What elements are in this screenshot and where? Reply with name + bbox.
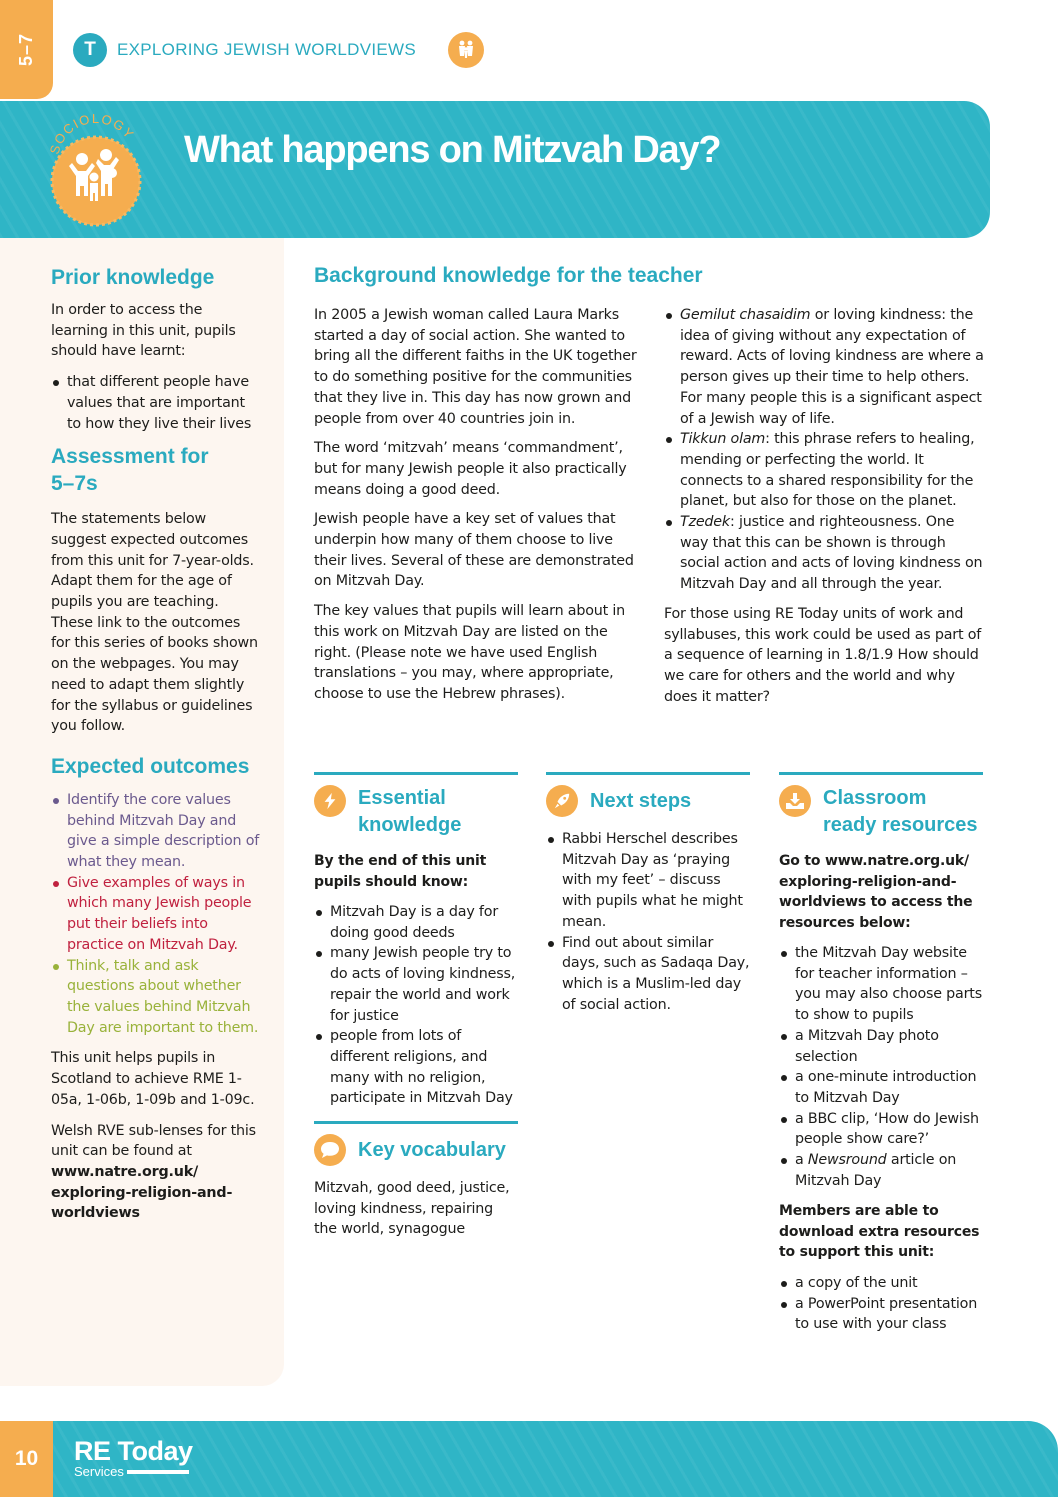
resource-item [779,1026,983,1067]
family-icon [448,32,484,68]
brand-main: RE Today [74,1436,193,1466]
divider [314,772,518,775]
natre-link[interactable]: www.natre.org.uk/ exploring-religion-and-worldviews [51,1163,233,1222]
expected-outcomes-heading: Expected outcomes [51,754,250,778]
resources-list [779,943,983,1191]
next-steps-box [546,772,750,1015]
age-range-tab [0,0,53,99]
rocket-icon [546,785,578,817]
resources-lead [779,851,983,933]
resource-text: a [795,1152,808,1169]
classroom-resources-title: Classroom ready resources [823,787,978,836]
key-value-item [664,512,984,595]
brand-sub: Services [74,1465,193,1478]
list-item: a PowerPoint presentation to use with your class [779,1294,983,1335]
list-item: Mitzvah Day is a day for doing good deeds [314,902,518,943]
background-column-left [314,305,639,705]
resource-item [779,1150,983,1191]
resource-text: a Mitzvah Day photo selection [795,1027,939,1065]
sidebar [0,238,284,1386]
prior-knowledge-list [51,372,261,434]
re-today-logo [74,1437,193,1478]
page-title: What happens on Mitzvah Day? [184,129,721,171]
age-range-label: 5–7 [15,32,36,67]
essential-knowledge-box [314,772,518,1240]
resource-emphasis: Newsround [807,1152,887,1169]
scotland-note: This unit helps pupils in Scotland to achieve RME 1-05a, 1-06b, 1-09b and 1-09c. [51,1050,255,1108]
classroom-resources-box [779,772,983,1335]
divider [314,1121,518,1124]
resource-text: article on Mitzvah Day [795,1152,957,1189]
list-item: many Jewish people try to do acts of loving kindness, repair the world and work for justice [314,943,518,1026]
resource-item [779,1067,983,1108]
background-paragraph: The key values that pupils will learn about in this work on Mitzvah Day are listed on the right. (Please note we have used English translations – you may, where appropriate, choose to use the Hebrew phrases). [314,603,626,702]
resource-item [779,1109,983,1150]
divider [779,772,983,775]
outcome-item: Think, talk and ask questions about whether the values behind Mitzvah Day are important to them. [51,956,261,1039]
speech-bubble-icon [314,1134,346,1166]
key-vocabulary-text: Mitzvah, good deed, justice, loving kindness, repairing the world, synagogue [314,1180,510,1238]
series-title: EXPLORING JEWISH WORLDVIEWS [117,40,417,59]
value-desc: : this phrase refers to healing, mending or perfecting the world. It connects to a shared responsibility for the planet, but also for those on the planet. [680,431,975,510]
assessment-heading: Assessment for 5–7s [51,445,209,496]
key-value-item [664,429,984,512]
essential-knowledge-title: Essential knowledge [358,787,462,836]
title-banner [0,101,990,238]
download-icon [779,785,811,817]
resource-item [779,943,983,1026]
list-item: Rabbi Herschel describes Mitzvah Day as ‘praying with my feet’ – discuss with pupils what he might mean. [546,829,750,933]
lead-text: Go to [779,853,825,869]
assessment-text: The statements below suggest expected outcomes from this unit for 7-year-olds. Adapt them for the age of pupils you are teaching. These link to the outcomes for this series of books shown on the webpages. You may need to adapt them slightly for the syllabus or guidelines you follow. [51,511,258,735]
key-values-list [664,305,984,595]
background-paragraph: In 2005 a Jewish woman called Laura Marks started a day of social action. She wanted to bring all the different faiths in the UK together to do something positive for the communities that they live in. This day has now grown and people from over 40 countries join in. [314,307,637,427]
resource-text: a BBC clip, ‘How do Jewish people show care?’ [795,1110,979,1148]
list-item: a copy of the unit [779,1273,983,1294]
next-steps-list [546,829,750,1015]
value-term: Gemilut chasaidim [680,307,811,323]
members-lead: Members are able to download extra resources to support this unit: [779,1203,980,1261]
background-paragraph: The word ‘mitzvah’ means ‘commandment’, but for many Jewish people it also practically means doing a good deed. [314,440,627,498]
natre-link[interactable]: www.natre.org.uk/ exploring-religion-and-worldviews [779,853,969,910]
next-steps-title: Next steps [590,789,692,812]
value-term: Tikkun olam [680,431,766,448]
outcome-item: Identify the core values behind Mitzvah Day and give a simple description of what they mean. [51,790,261,873]
divider [546,772,750,775]
page-number: 10 [0,1421,53,1497]
background-column-right [664,305,984,707]
resource-text: the Mitzvah Day website for teacher information – you may also choose parts to show to pupils [795,945,982,1024]
svg-text:SOCIOLOGY: SOCIOLOGY [46,111,138,156]
key-value-item [664,305,984,429]
essential-list [314,902,518,1109]
wales-note [51,1121,261,1225]
sociology-lens-badge [46,111,146,231]
background-heading: Background knowledge for the teacher [314,264,703,287]
list-item: that different people have values that are important to how they live their lives [51,372,261,434]
expected-outcomes-list [51,790,261,1038]
value-desc: or loving kindness: the idea of giving without any expectation of reward. Acts of loving kindness are where a person gives up their time to help others. For many people this is a significant aspect of a Jewish way of life. [680,307,984,427]
outcome-item: Give examples of ways in which many Jewish people put their beliefs into practice on Mitzvah Day. [51,873,261,956]
prior-knowledge-heading: Prior knowledge [51,266,215,289]
value-term: Tzedek [680,514,730,531]
members-list [779,1273,983,1335]
teacher-badge: T [73,33,107,67]
lightning-icon [314,785,346,817]
list-item: Find out about similar days, such as Sadaqa Day, which is a Muslim-led day of social action. [546,933,750,1016]
background-paragraph: Jewish people have a key set of values that underpin how many of them choose to live their lives. Several of these are demonstrated on Mitzvah Day. [314,511,634,590]
series-header [73,32,484,68]
value-desc: : justice and righteousness. One way that this can be shown is through social action and acts of loving kindness on Mitzvah Day and all through the year. [680,514,983,593]
list-item: people from lots of different religions, and many with no religion, participate in Mitzvah Day [314,1026,518,1109]
lead-text: to access the resources below: [779,894,973,931]
essential-lead: By the end of this unit pupils should know: [314,853,487,890]
resource-text: a one-minute introduction to Mitzvah Day [795,1069,977,1106]
prior-knowledge-intro: In order to access the learning in this unit, pupils should have learnt: [51,302,236,360]
key-vocabulary-title: Key vocabulary [358,1138,506,1161]
wales-note-text: Welsh RVE sub-lenses for this unit can be found at [51,1122,256,1160]
background-closing: For those using RE Today units of work and syllabuses, this work could be used as part of a sequence of learning in 1.8/1.9 How should we care for others and the world and why does it matter? [664,605,982,705]
